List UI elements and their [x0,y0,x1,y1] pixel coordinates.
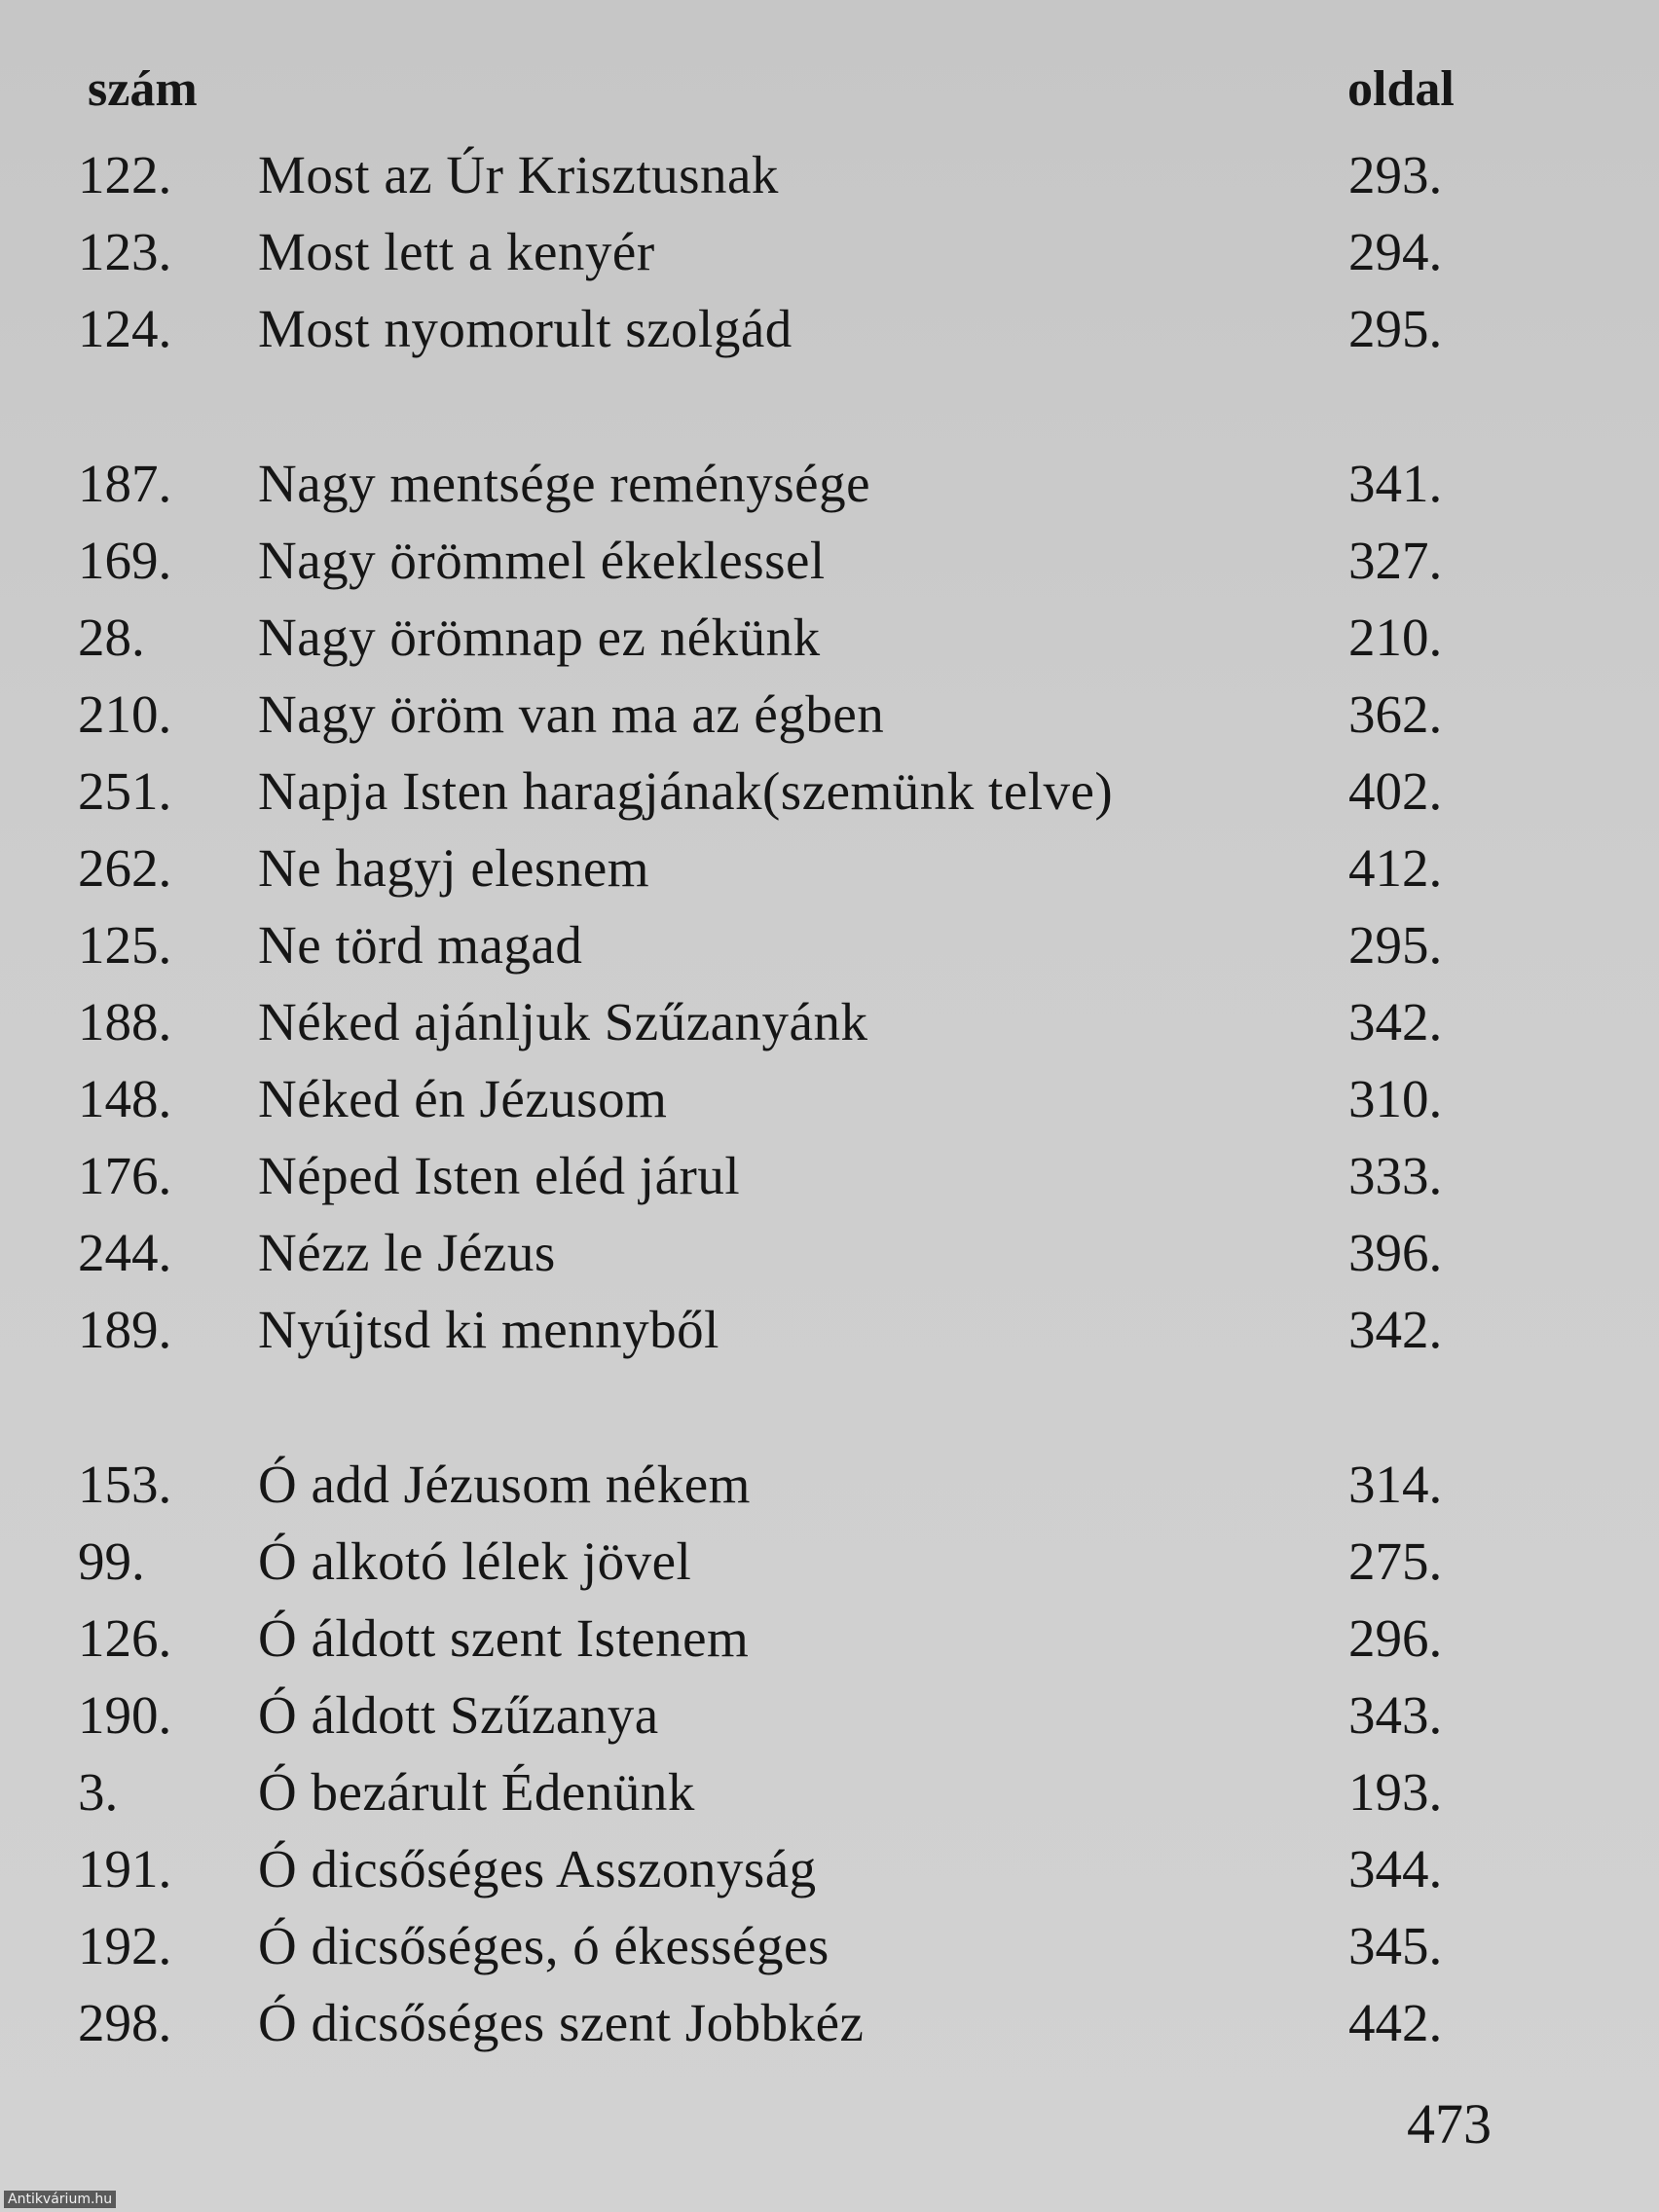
group-spacer [78,1368,1480,1446]
index-entry [78,1600,1480,1677]
entry-number: 169. [78,531,172,590]
entry-page: 327. [1348,531,1443,590]
entry-number: 188. [78,992,172,1051]
entry-title: Ó add Jézusom nékem [258,1455,751,1514]
entry-title: Napja Isten haragjának(szemünk telve) [258,761,1114,821]
entry-page: 402. [1348,761,1443,821]
entry-title: Ó dicsőséges Asszonyság [258,1839,817,1899]
index-entry [78,213,1480,290]
entry-page: 293. [1348,145,1443,204]
entry-title: Ó bezárult Édenünk [258,1762,695,1822]
entry-title: Most lett a kenyér [258,222,655,281]
index-entry [78,1060,1480,1137]
entry-number: 176. [78,1146,172,1205]
entry-number: 192. [78,1916,172,1975]
entry-title: Nyújtsd ki mennyből [258,1300,719,1359]
entry-title: Ne törd magad [258,915,583,975]
entry-title: Néked ajánljuk Szűzanyánk [258,992,868,1051]
entry-page: 396. [1348,1223,1443,1282]
entry-page: 342. [1348,992,1443,1051]
entry-page: 342. [1348,1300,1443,1359]
index-entry [78,445,1480,522]
index-entry [78,906,1480,983]
entry-page: 412. [1348,838,1443,898]
entry-number: 244. [78,1223,172,1282]
entry-page: 362. [1348,684,1443,744]
number-column-header: szám [88,61,198,117]
entry-number: 210. [78,684,172,744]
entry-number: 153. [78,1455,172,1514]
entry-title: Ó dicsőséges, ó ékességes [258,1916,830,1975]
group-spacer [78,367,1480,445]
index-entry [78,1446,1480,1523]
entry-title: Ne hagyj elesnem [258,838,650,898]
entry-number: 122. [78,145,172,204]
index-entry [78,983,1480,1060]
index-entry [78,1523,1480,1600]
entry-page: 210. [1348,608,1443,667]
entry-number: 298. [78,1993,172,2052]
entry-number: 3. [78,1762,119,1822]
entry-page: 310. [1348,1069,1443,1128]
entry-page: 341. [1348,454,1443,513]
entry-number: 187. [78,454,172,513]
entry-title: Nagy örömnap ez nékünk [258,608,821,667]
entry-page: 294. [1348,222,1443,281]
entry-number: 190. [78,1685,172,1745]
entry-page: 193. [1348,1762,1443,1822]
entry-number: 28. [78,608,145,667]
entry-title: Néked én Jézusom [258,1069,668,1128]
index-entry [78,1291,1480,1368]
entry-title: Nagy örömmel ékeklessel [258,531,826,590]
index-entry [78,830,1480,906]
index-entry [78,290,1480,367]
index-entry [78,599,1480,676]
index-entry [78,1214,1480,1291]
index-entry [78,1830,1480,1907]
index-entry [78,1984,1480,2061]
entry-number: 262. [78,838,172,898]
index-entries [78,136,1480,2061]
page-number: 473 [1407,2092,1492,2156]
entry-number: 123. [78,222,172,281]
entry-page: 295. [1348,915,1443,975]
watermark-text: Antikvárium.hu [4,2191,116,2208]
entry-page: 333. [1348,1146,1443,1205]
index-entry [78,1907,1480,1984]
entry-title: Nagy mentsége reménysége [258,454,870,513]
index-entry [78,1753,1480,1830]
entry-number: 251. [78,761,172,821]
entry-title: Néped Isten eléd járul [258,1146,741,1205]
entry-number: 99. [78,1531,145,1591]
entry-number: 126. [78,1608,172,1668]
entry-page: 295. [1348,299,1443,358]
entry-page: 314. [1348,1455,1443,1514]
entry-number: 124. [78,299,172,358]
entry-title: Ó alkotó lélek jövel [258,1531,692,1591]
entry-page: 296. [1348,1608,1443,1668]
entry-number: 148. [78,1069,172,1128]
entry-page: 345. [1348,1916,1443,1975]
entry-page: 442. [1348,1993,1443,2052]
index-entry [78,1137,1480,1214]
index-entry [78,753,1480,830]
entry-title: Ó áldott Szűzanya [258,1685,659,1745]
index-entry [78,136,1480,213]
entry-page: 344. [1348,1839,1443,1899]
entry-title: Nézz le Jézus [258,1223,556,1282]
index-entry [78,676,1480,753]
index-entry [78,1677,1480,1753]
entry-number: 189. [78,1300,172,1359]
entry-number: 191. [78,1839,172,1899]
index-header [88,60,1480,129]
entry-title: Ó áldott szent Istenem [258,1608,750,1668]
entry-page: 275. [1348,1531,1443,1591]
entry-title: Most az Úr Krisztusnak [258,145,779,204]
entry-title: Ó dicsőséges szent Jobbkéz [258,1993,865,2052]
entry-title: Most nyomorult szolgád [258,299,793,358]
page-column-header: oldal [1347,61,1455,117]
entry-number: 125. [78,915,172,975]
entry-page: 343. [1348,1685,1443,1745]
entry-title: Nagy öröm van ma az égben [258,684,885,744]
index-entry [78,522,1480,599]
